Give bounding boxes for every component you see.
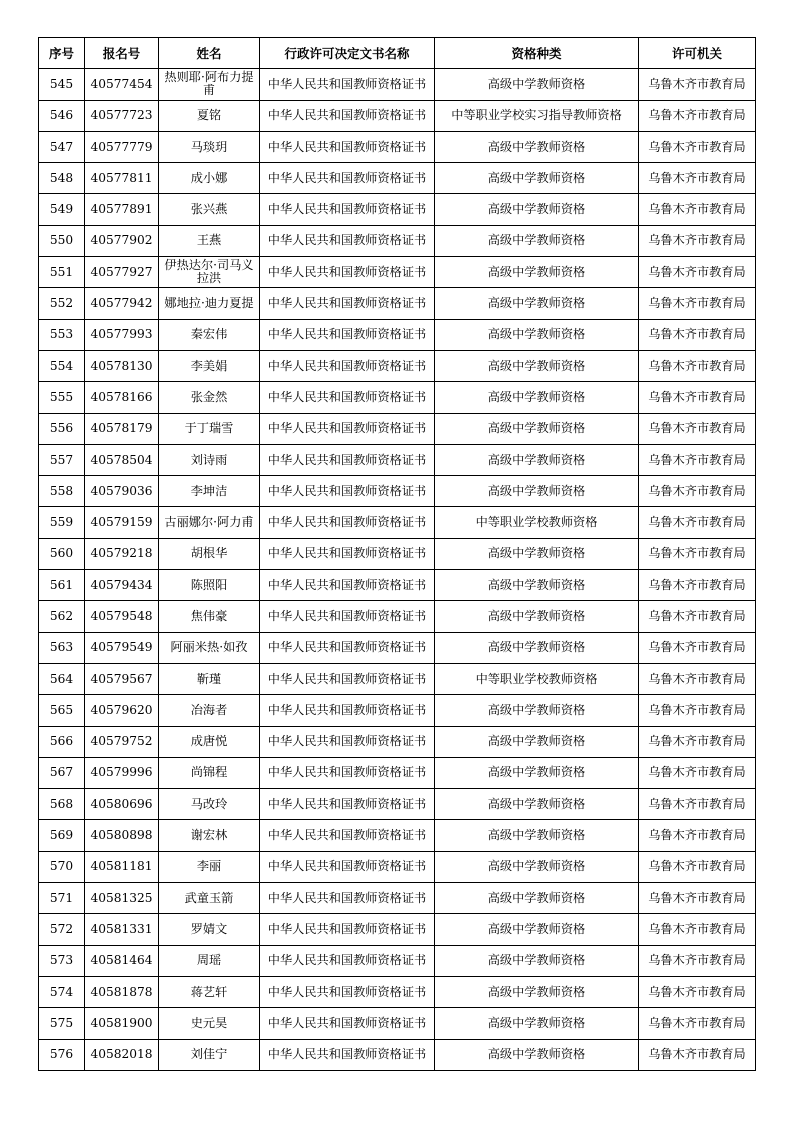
cell-name: 热则耶·阿布力提甫 — [159, 69, 260, 100]
cell-reg-no: 40581181 — [85, 851, 159, 882]
cell-qual-type: 高级中学教师资格 — [435, 789, 639, 820]
cell-doc-name: 中华人民共和国教师资格证书 — [260, 851, 435, 882]
cell-reg-no: 40577902 — [85, 225, 159, 256]
cell-seq: 553 — [39, 319, 85, 350]
cell-name: 冶海者 — [159, 695, 260, 726]
cell-reg-no: 40577927 — [85, 257, 159, 288]
cell-name: 马改玲 — [159, 789, 260, 820]
table-row — [39, 257, 756, 288]
cell-doc-name: 中华人民共和国教师资格证书 — [260, 883, 435, 914]
cell-seq: 570 — [39, 851, 85, 882]
cell-seq: 549 — [39, 194, 85, 225]
cell-name: 史元昊 — [159, 1008, 260, 1039]
table-row — [39, 319, 756, 350]
cell-doc-name: 中华人民共和国教师资格证书 — [260, 976, 435, 1007]
cell-doc-name: 中华人民共和国教师资格证书 — [260, 570, 435, 601]
cell-seq: 568 — [39, 789, 85, 820]
cell-qual-type: 高级中学教师资格 — [435, 601, 639, 632]
cell-qual-type: 高级中学教师资格 — [435, 570, 639, 601]
cell-authority: 乌鲁木齐市教育局 — [639, 444, 756, 475]
cell-authority: 乌鲁木齐市教育局 — [639, 225, 756, 256]
cell-authority: 乌鲁木齐市教育局 — [639, 163, 756, 194]
cell-reg-no: 40579567 — [85, 663, 159, 694]
cell-reg-no: 40581325 — [85, 883, 159, 914]
table-row — [39, 726, 756, 757]
cell-authority: 乌鲁木齐市教育局 — [639, 319, 756, 350]
cell-qual-type: 中等职业学校实习指导教师资格 — [435, 100, 639, 131]
table-row — [39, 695, 756, 726]
cell-authority: 乌鲁木齐市教育局 — [639, 945, 756, 976]
cell-authority: 乌鲁木齐市教育局 — [639, 695, 756, 726]
cell-reg-no: 40579548 — [85, 601, 159, 632]
cell-reg-no: 40579752 — [85, 726, 159, 757]
cell-seq: 562 — [39, 601, 85, 632]
cell-authority: 乌鲁木齐市教育局 — [639, 413, 756, 444]
cell-doc-name: 中华人民共和国教师资格证书 — [260, 1039, 435, 1070]
table-row — [39, 413, 756, 444]
cell-authority: 乌鲁木齐市教育局 — [639, 914, 756, 945]
cell-authority: 乌鲁木齐市教育局 — [639, 789, 756, 820]
cell-seq: 575 — [39, 1008, 85, 1039]
cell-doc-name: 中华人民共和国教师资格证书 — [260, 601, 435, 632]
table-row — [39, 570, 756, 601]
table-row — [39, 225, 756, 256]
cell-authority: 乌鲁木齐市教育局 — [639, 476, 756, 507]
cell-qual-type: 高级中学教师资格 — [435, 131, 639, 162]
header-qual-type: 资格种类 — [435, 38, 639, 69]
cell-qual-type: 高级中学教师资格 — [435, 413, 639, 444]
cell-qual-type: 高级中学教师资格 — [435, 726, 639, 757]
cell-doc-name: 中华人民共和国教师资格证书 — [260, 225, 435, 256]
table-row — [39, 945, 756, 976]
cell-seq: 566 — [39, 726, 85, 757]
cell-name: 张兴燕 — [159, 194, 260, 225]
cell-reg-no: 40581331 — [85, 914, 159, 945]
cell-reg-no: 40579159 — [85, 507, 159, 538]
cell-doc-name: 中华人民共和国教师资格证书 — [260, 507, 435, 538]
cell-doc-name: 中华人民共和国教师资格证书 — [260, 726, 435, 757]
cell-seq: 558 — [39, 476, 85, 507]
table-row — [39, 883, 756, 914]
cell-qual-type: 高级中学教师资格 — [435, 194, 639, 225]
cell-qual-type: 高级中学教师资格 — [435, 257, 639, 288]
cell-reg-no: 40579434 — [85, 570, 159, 601]
cell-doc-name: 中华人民共和国教师资格证书 — [260, 163, 435, 194]
cell-doc-name: 中华人民共和国教师资格证书 — [260, 1008, 435, 1039]
cell-qual-type: 高级中学教师资格 — [435, 1039, 639, 1070]
table-row — [39, 69, 756, 100]
cell-qual-type: 高级中学教师资格 — [435, 945, 639, 976]
cell-authority: 乌鲁木齐市教育局 — [639, 976, 756, 1007]
cell-name: 成唐悦 — [159, 726, 260, 757]
cell-doc-name: 中华人民共和国教师资格证书 — [260, 69, 435, 100]
cell-doc-name: 中华人民共和国教师资格证书 — [260, 382, 435, 413]
cell-reg-no: 40580898 — [85, 820, 159, 851]
cell-doc-name: 中华人民共和国教师资格证书 — [260, 695, 435, 726]
cell-reg-no: 40581900 — [85, 1008, 159, 1039]
cell-doc-name: 中华人民共和国教师资格证书 — [260, 757, 435, 788]
cell-name: 马琰玥 — [159, 131, 260, 162]
cell-qual-type: 高级中学教师资格 — [435, 350, 639, 381]
table-row — [39, 163, 756, 194]
cell-seq: 569 — [39, 820, 85, 851]
cell-name: 刘诗雨 — [159, 444, 260, 475]
cell-name: 靳瑾 — [159, 663, 260, 694]
table-row — [39, 194, 756, 225]
cell-reg-no: 40578130 — [85, 350, 159, 381]
table-row — [39, 350, 756, 381]
cell-authority: 乌鲁木齐市教育局 — [639, 820, 756, 851]
cell-authority: 乌鲁木齐市教育局 — [639, 726, 756, 757]
table-row — [39, 100, 756, 131]
cell-qual-type: 高级中学教师资格 — [435, 883, 639, 914]
cell-name: 成小娜 — [159, 163, 260, 194]
table-row — [39, 601, 756, 632]
cell-name: 李坤洁 — [159, 476, 260, 507]
cell-seq: 551 — [39, 257, 85, 288]
cell-name: 刘佳宁 — [159, 1039, 260, 1070]
cell-reg-no: 40577811 — [85, 163, 159, 194]
cell-reg-no: 40581878 — [85, 976, 159, 1007]
cell-name: 秦宏伟 — [159, 319, 260, 350]
table-row — [39, 131, 756, 162]
cell-name: 焦伟豪 — [159, 601, 260, 632]
cell-doc-name: 中华人民共和国教师资格证书 — [260, 257, 435, 288]
cell-seq: 564 — [39, 663, 85, 694]
cell-name: 谢宏林 — [159, 820, 260, 851]
cell-seq: 555 — [39, 382, 85, 413]
cell-doc-name: 中华人民共和国教师资格证书 — [260, 131, 435, 162]
cell-doc-name: 中华人民共和国教师资格证书 — [260, 945, 435, 976]
cell-doc-name: 中华人民共和国教师资格证书 — [260, 820, 435, 851]
cell-name: 李丽 — [159, 851, 260, 882]
cell-doc-name: 中华人民共和国教师资格证书 — [260, 663, 435, 694]
cell-authority: 乌鲁木齐市教育局 — [639, 570, 756, 601]
table-row — [39, 851, 756, 882]
cell-doc-name: 中华人民共和国教师资格证书 — [260, 100, 435, 131]
cell-seq: 565 — [39, 695, 85, 726]
cell-reg-no: 40577942 — [85, 288, 159, 319]
cell-name: 于丁瑞雪 — [159, 413, 260, 444]
cell-authority: 乌鲁木齐市教育局 — [639, 601, 756, 632]
cell-name: 武童玉箭 — [159, 883, 260, 914]
table-row — [39, 757, 756, 788]
cell-name: 尚锦程 — [159, 757, 260, 788]
cell-name: 周瑶 — [159, 945, 260, 976]
cell-qual-type: 高级中学教师资格 — [435, 476, 639, 507]
cell-seq: 572 — [39, 914, 85, 945]
cell-name: 娜地拉·迪力夏提 — [159, 288, 260, 319]
table-row — [39, 976, 756, 1007]
cell-reg-no: 40577723 — [85, 100, 159, 131]
table-row — [39, 476, 756, 507]
header-row — [39, 38, 756, 69]
cell-reg-no: 40579996 — [85, 757, 159, 788]
cell-seq: 547 — [39, 131, 85, 162]
cell-seq: 567 — [39, 757, 85, 788]
cell-reg-no: 40579036 — [85, 476, 159, 507]
cell-authority: 乌鲁木齐市教育局 — [639, 100, 756, 131]
cell-reg-no: 40577779 — [85, 131, 159, 162]
cell-authority: 乌鲁木齐市教育局 — [639, 1008, 756, 1039]
table-row — [39, 288, 756, 319]
cell-authority: 乌鲁木齐市教育局 — [639, 883, 756, 914]
header-authority: 许可机关 — [639, 38, 756, 69]
cell-qual-type: 高级中学教师资格 — [435, 163, 639, 194]
header-doc-name: 行政许可决定文书名称 — [260, 38, 435, 69]
cell-doc-name: 中华人民共和国教师资格证书 — [260, 444, 435, 475]
header-seq: 序号 — [39, 38, 85, 69]
cell-qual-type: 高级中学教师资格 — [435, 444, 639, 475]
cell-reg-no: 40579620 — [85, 695, 159, 726]
cell-name: 陈照阳 — [159, 570, 260, 601]
cell-reg-no: 40581464 — [85, 945, 159, 976]
license-table — [38, 37, 756, 1071]
header-reg-no: 报名号 — [85, 38, 159, 69]
cell-reg-no: 40579549 — [85, 632, 159, 663]
cell-authority: 乌鲁木齐市教育局 — [639, 382, 756, 413]
table-body — [39, 69, 756, 1071]
cell-doc-name: 中华人民共和国教师资格证书 — [260, 288, 435, 319]
cell-qual-type: 高级中学教师资格 — [435, 538, 639, 569]
cell-qual-type: 高级中学教师资格 — [435, 695, 639, 726]
table-row — [39, 820, 756, 851]
table-row — [39, 507, 756, 538]
cell-reg-no: 40577993 — [85, 319, 159, 350]
table-row — [39, 538, 756, 569]
cell-seq: 554 — [39, 350, 85, 381]
cell-qual-type: 高级中学教师资格 — [435, 914, 639, 945]
cell-name: 古丽娜尔·阿力甫 — [159, 507, 260, 538]
cell-seq: 560 — [39, 538, 85, 569]
cell-doc-name: 中华人民共和国教师资格证书 — [260, 914, 435, 945]
cell-seq: 573 — [39, 945, 85, 976]
cell-reg-no: 40578504 — [85, 444, 159, 475]
table-row — [39, 789, 756, 820]
cell-qual-type: 高级中学教师资格 — [435, 69, 639, 100]
cell-qual-type: 高级中学教师资格 — [435, 225, 639, 256]
cell-seq: 550 — [39, 225, 85, 256]
cell-doc-name: 中华人民共和国教师资格证书 — [260, 476, 435, 507]
cell-name: 张金然 — [159, 382, 260, 413]
table-header — [39, 38, 756, 69]
cell-name: 胡根华 — [159, 538, 260, 569]
cell-authority: 乌鲁木齐市教育局 — [639, 194, 756, 225]
cell-seq: 576 — [39, 1039, 85, 1070]
cell-name: 蒋艺轩 — [159, 976, 260, 1007]
cell-qual-type: 中等职业学校教师资格 — [435, 507, 639, 538]
document-page — [38, 37, 756, 1071]
cell-reg-no: 40578179 — [85, 413, 159, 444]
cell-name: 伊热达尔·司马义拉洪 — [159, 257, 260, 288]
table-row — [39, 914, 756, 945]
table-row — [39, 444, 756, 475]
cell-qual-type: 高级中学教师资格 — [435, 976, 639, 1007]
cell-seq: 557 — [39, 444, 85, 475]
cell-doc-name: 中华人民共和国教师资格证书 — [260, 350, 435, 381]
cell-doc-name: 中华人民共和国教师资格证书 — [260, 319, 435, 350]
cell-authority: 乌鲁木齐市教育局 — [639, 257, 756, 288]
table-row — [39, 663, 756, 694]
cell-authority: 乌鲁木齐市教育局 — [639, 663, 756, 694]
cell-doc-name: 中华人民共和国教师资格证书 — [260, 413, 435, 444]
cell-reg-no: 40580696 — [85, 789, 159, 820]
cell-seq: 546 — [39, 100, 85, 131]
cell-authority: 乌鲁木齐市教育局 — [639, 538, 756, 569]
cell-doc-name: 中华人民共和国教师资格证书 — [260, 632, 435, 663]
table-row — [39, 1039, 756, 1070]
header-name: 姓名 — [159, 38, 260, 69]
cell-reg-no: 40577891 — [85, 194, 159, 225]
cell-seq: 548 — [39, 163, 85, 194]
cell-qual-type: 高级中学教师资格 — [435, 632, 639, 663]
cell-doc-name: 中华人民共和国教师资格证书 — [260, 194, 435, 225]
cell-qual-type: 高级中学教师资格 — [435, 1008, 639, 1039]
cell-authority: 乌鲁木齐市教育局 — [639, 757, 756, 788]
cell-name: 王燕 — [159, 225, 260, 256]
cell-reg-no: 40579218 — [85, 538, 159, 569]
cell-doc-name: 中华人民共和国教师资格证书 — [260, 538, 435, 569]
cell-qual-type: 高级中学教师资格 — [435, 319, 639, 350]
cell-reg-no: 40582018 — [85, 1039, 159, 1070]
cell-name: 罗婧文 — [159, 914, 260, 945]
cell-reg-no: 40578166 — [85, 382, 159, 413]
table-row — [39, 632, 756, 663]
cell-doc-name: 中华人民共和国教师资格证书 — [260, 789, 435, 820]
cell-seq: 559 — [39, 507, 85, 538]
cell-authority: 乌鲁木齐市教育局 — [639, 69, 756, 100]
cell-authority: 乌鲁木齐市教育局 — [639, 131, 756, 162]
cell-qual-type: 高级中学教师资格 — [435, 757, 639, 788]
cell-qual-type: 高级中学教师资格 — [435, 820, 639, 851]
cell-seq: 574 — [39, 976, 85, 1007]
cell-name: 夏铭 — [159, 100, 260, 131]
cell-authority: 乌鲁木齐市教育局 — [639, 350, 756, 381]
cell-seq: 563 — [39, 632, 85, 663]
cell-name: 李美娟 — [159, 350, 260, 381]
cell-qual-type: 高级中学教师资格 — [435, 382, 639, 413]
cell-seq: 556 — [39, 413, 85, 444]
cell-authority: 乌鲁木齐市教育局 — [639, 851, 756, 882]
cell-qual-type: 高级中学教师资格 — [435, 288, 639, 319]
cell-authority: 乌鲁木齐市教育局 — [639, 632, 756, 663]
table-row — [39, 382, 756, 413]
cell-qual-type: 高级中学教师资格 — [435, 851, 639, 882]
cell-authority: 乌鲁木齐市教育局 — [639, 1039, 756, 1070]
cell-authority: 乌鲁木齐市教育局 — [639, 507, 756, 538]
cell-seq: 545 — [39, 69, 85, 100]
cell-qual-type: 中等职业学校教师资格 — [435, 663, 639, 694]
cell-reg-no: 40577454 — [85, 69, 159, 100]
cell-authority: 乌鲁木齐市教育局 — [639, 288, 756, 319]
cell-seq: 571 — [39, 883, 85, 914]
table-row — [39, 1008, 756, 1039]
cell-seq: 561 — [39, 570, 85, 601]
cell-name: 阿丽米热·如孜 — [159, 632, 260, 663]
cell-seq: 552 — [39, 288, 85, 319]
